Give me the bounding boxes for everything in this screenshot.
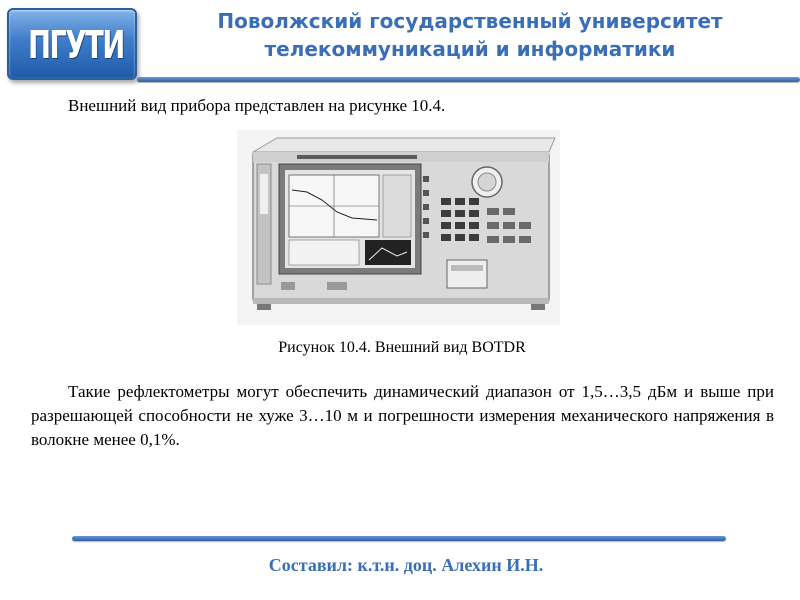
body-paragraph: Такие рефлектометры могут обеспечить динамический диапазон от 1,5…3,5 дБм и выше при разрешающей способности не хуже 3…10 м и погрешности измерения механического напряжения в волокне менее 0,1%.	[31, 382, 774, 449]
footer-divider	[72, 536, 726, 541]
logo-text: ПГУТИ	[28, 23, 124, 67]
figure-caption: Рисунок 10.4. Внешний вид BOTDR	[278, 339, 526, 356]
page-title	[150, 7, 790, 63]
title-line-2: телекоммуникаций и информатики	[264, 37, 676, 61]
header-divider	[137, 77, 800, 82]
university-logo	[7, 8, 137, 80]
intro-text: Внешний вид прибора представлен на рисунке 10.4.	[68, 96, 446, 115]
author-credit: Составил: к.т.н. доц. Алехин И.Н.	[268, 555, 544, 575]
title-line-1: Поволжский государственный университет	[217, 9, 723, 33]
botdr-device-image	[237, 130, 560, 325]
